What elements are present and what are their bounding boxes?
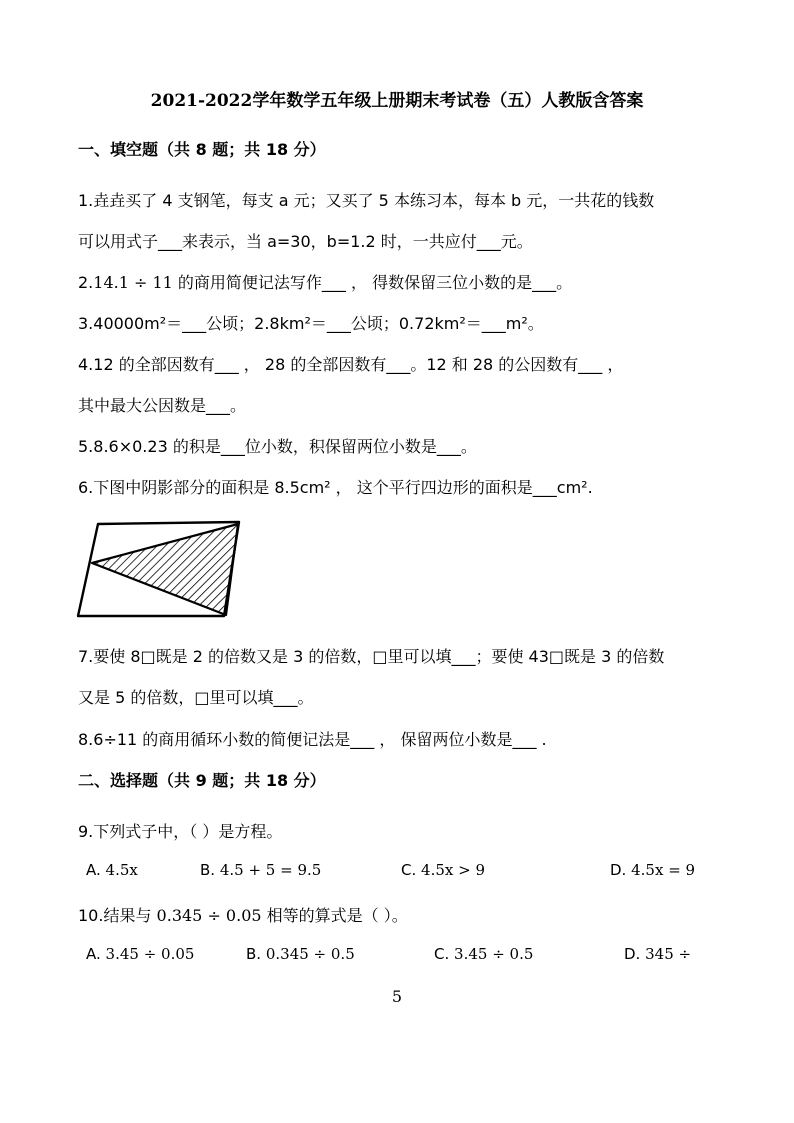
question-2-expression: 14.1 ÷ 11 (93, 273, 173, 292)
question-7-line-1: 7.要使 8□既是 2 的倍数又是 3 的倍数，□里可以填___；要使 43□既是 3 的倍数 (78, 647, 665, 666)
section-heading-multiple-choice: 二、选择题（共 9 题；共 18 分） (78, 771, 326, 790)
question-6: 6.下图中阴影部分的面积是 8.5cm² ， 这个平行四边形的面积是___cm². (78, 478, 593, 497)
question-10-option-b: B. 0.345 ÷ 0.5 (246, 945, 355, 963)
page-number: 5 (391, 987, 403, 1006)
question-7-line-2: 又是 5 的倍数，□里可以填___。 (78, 688, 314, 707)
question-10-option-a: A. 3.45 ÷ 0.05 (86, 945, 195, 963)
question-10-option-d: D. 345 ÷ (624, 945, 692, 963)
question-9-option-b: B. 4.5 + 5 = 9.5 (200, 861, 322, 879)
shaded-triangle (92, 524, 238, 615)
question-3: 3.40000m²＝___公顷；2.8km²＝___公顷；0.72km²＝___m²。 (78, 314, 544, 333)
question-1-line-1: 1.垚垚买了 4 支钢笔，每支 a 元；又买了 5 本练习本，每本 b 元，一共花的钱数 (78, 191, 655, 210)
page-title: 2021-2022学年数学五年级上册期末考试卷（五）人教版含答案 (150, 91, 644, 111)
question-8: 8.6÷11 的商用循环小数的简便记法是___ ， 保留两位小数是___ . (78, 730, 547, 749)
question-1-line-2: 可以用式子___来表示，当 a=30，b=1.2 时，一共应付___元。 (78, 232, 533, 251)
question-2-number: 2. (78, 273, 94, 292)
question-5: 5.8.6×0.23 的积是___位小数，积保留两位小数是___。 (78, 437, 477, 456)
question-9-stem: 9.下列式子中，（ ）是方程。 (78, 822, 283, 841)
section-heading-fill-blank: 一、填空题（共 8 题；共 18 分） (78, 140, 326, 159)
question-10-expression: 0.345 ÷ 0.05 (156, 906, 262, 925)
question-2-text: 的商用简便记法写作___ ， 得数保留三位小数的是___。 (172, 273, 573, 292)
question-9-option-c: C. 4.5x > 9 (401, 861, 485, 879)
question-10-option-c: C. 3.45 ÷ 0.5 (434, 945, 534, 963)
question-2 (78, 270, 572, 293)
question-10-stem: 10.结果与 0.345 ÷ 0.05 相等的算式是（ ）。 (78, 906, 408, 925)
parallelogram-figure (74, 518, 244, 622)
question-9-option-d: D. 4.5x = 9 (610, 861, 696, 879)
question-9-option-a: A. 4.5x (86, 861, 138, 879)
question-4-line-2: 其中最大公因数是___。 (78, 396, 247, 415)
question-4-line-1: 4.12 的全部因数有___ ， 28 的全部因数有___。12 和 28 的公因数有___ ， (78, 355, 624, 374)
